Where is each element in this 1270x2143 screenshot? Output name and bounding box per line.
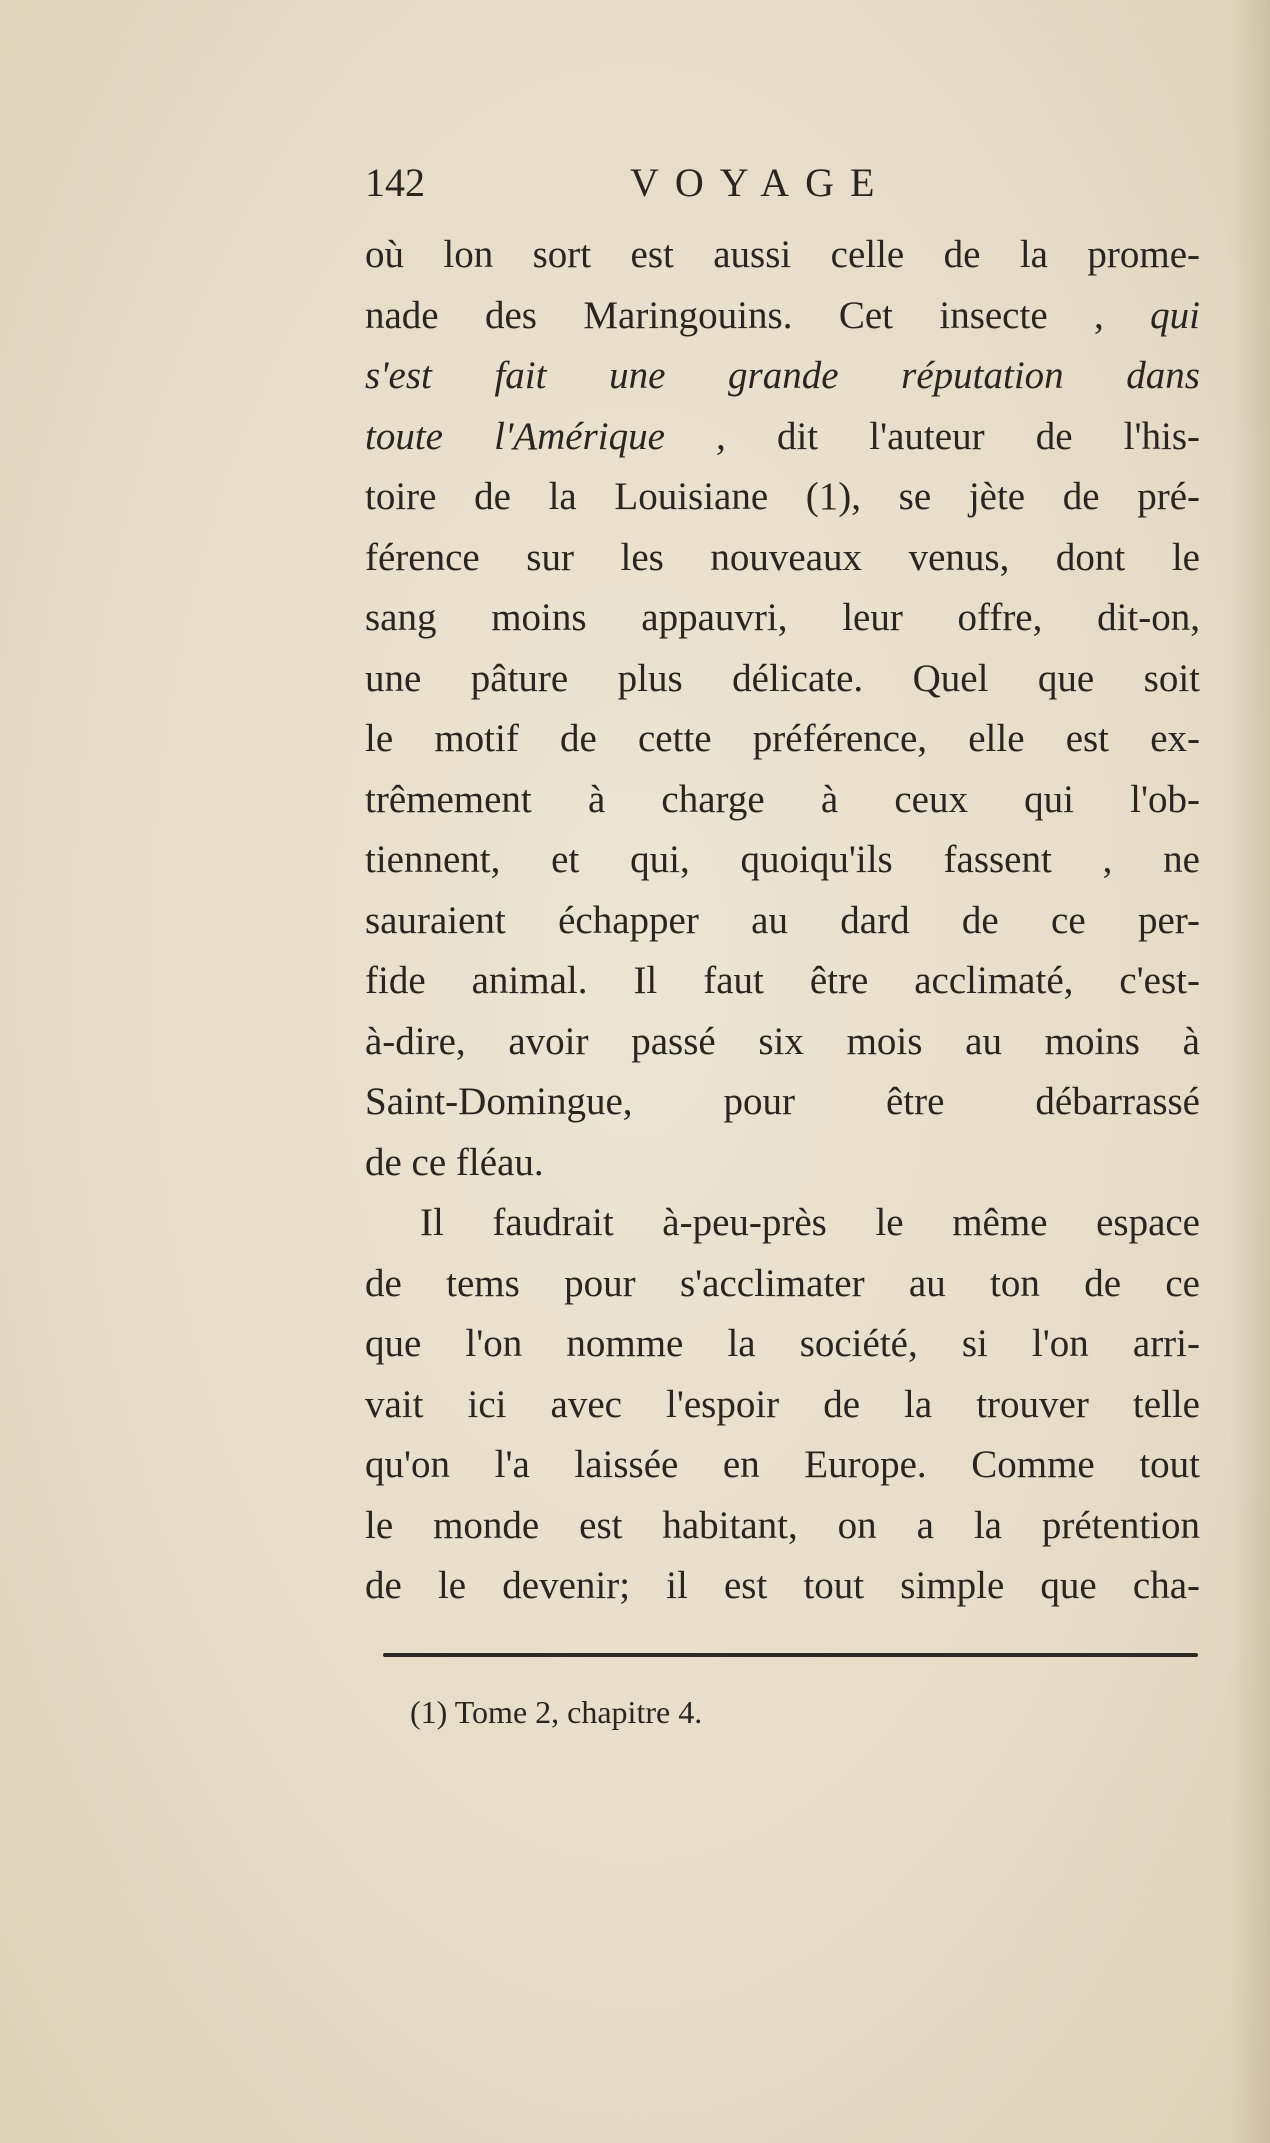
text-line: que l'on nomme la société, si l'on arri- xyxy=(365,1322,1200,1365)
text-line: férence sur les nouveaux venus, dont le xyxy=(365,535,1200,579)
text-line: toire de la Louisiane (1), se jète de pré- xyxy=(365,475,1200,518)
text-line: Saint-Domingue, pour être débarrassé xyxy=(365,1080,1200,1123)
text-line: le motif de cette préférence, elle est ex- xyxy=(365,717,1200,760)
text-line: sauraient échapper au dard de ce per- xyxy=(365,898,1200,942)
text-line xyxy=(365,407,1200,468)
italic-text: s'est fait une grande réputation dans xyxy=(365,354,1200,397)
text-span: nade des Maringouins. Cet insecte , xyxy=(365,293,1104,337)
text-span: dit l'auteur de l'his- xyxy=(776,414,1201,458)
text-line: de tems pour s'acclimater au ton de ce xyxy=(365,1261,1200,1305)
italic-text: toute l'Amérique , xyxy=(365,414,726,458)
page-number: 142 xyxy=(365,160,425,205)
text-line: de le devenir; il est tout simple que cha- xyxy=(365,1564,1200,1607)
text-line: une pâture plus délicate. Quel que soit xyxy=(365,656,1200,700)
page-edge-shadow xyxy=(1230,0,1270,2143)
body-text xyxy=(365,225,1200,1617)
running-title: VOYAGE xyxy=(630,160,891,205)
footnote-rule xyxy=(383,1653,1198,1657)
text-line: qu'on l'a laissée en Europe. Comme tout xyxy=(365,1443,1200,1486)
running-head xyxy=(365,158,1205,208)
text-line: où lon sort est aussi celle de la prome- xyxy=(365,233,1200,276)
text-line: fide animal. Il faut être acclimaté, c'est- xyxy=(365,959,1200,1002)
text-line: à-dire, avoir passé six mois au moins à xyxy=(365,1019,1200,1063)
text-line: vait ici avec l'espoir de la trouver telle xyxy=(365,1382,1200,1426)
text-line: le monde est habitant, on a la prétention xyxy=(365,1503,1200,1547)
italic-text: qui xyxy=(1150,293,1201,337)
text-line: Il faudrait à-peu-près le même espace xyxy=(420,1201,1200,1244)
text-line: de ce fléau. xyxy=(365,1140,544,1184)
footnote: (1) Tome 2, chapitre 4. xyxy=(410,1694,703,1730)
text-line xyxy=(365,286,1200,347)
text-line: tiennent, et qui, quoiqu'ils fassent , ne xyxy=(365,838,1200,881)
text-line xyxy=(365,346,1200,407)
text-line: sang moins appauvri, leur offre, dit-on, xyxy=(365,596,1200,639)
text-line: trêmement à charge à ceux qui l'ob- xyxy=(365,777,1200,821)
